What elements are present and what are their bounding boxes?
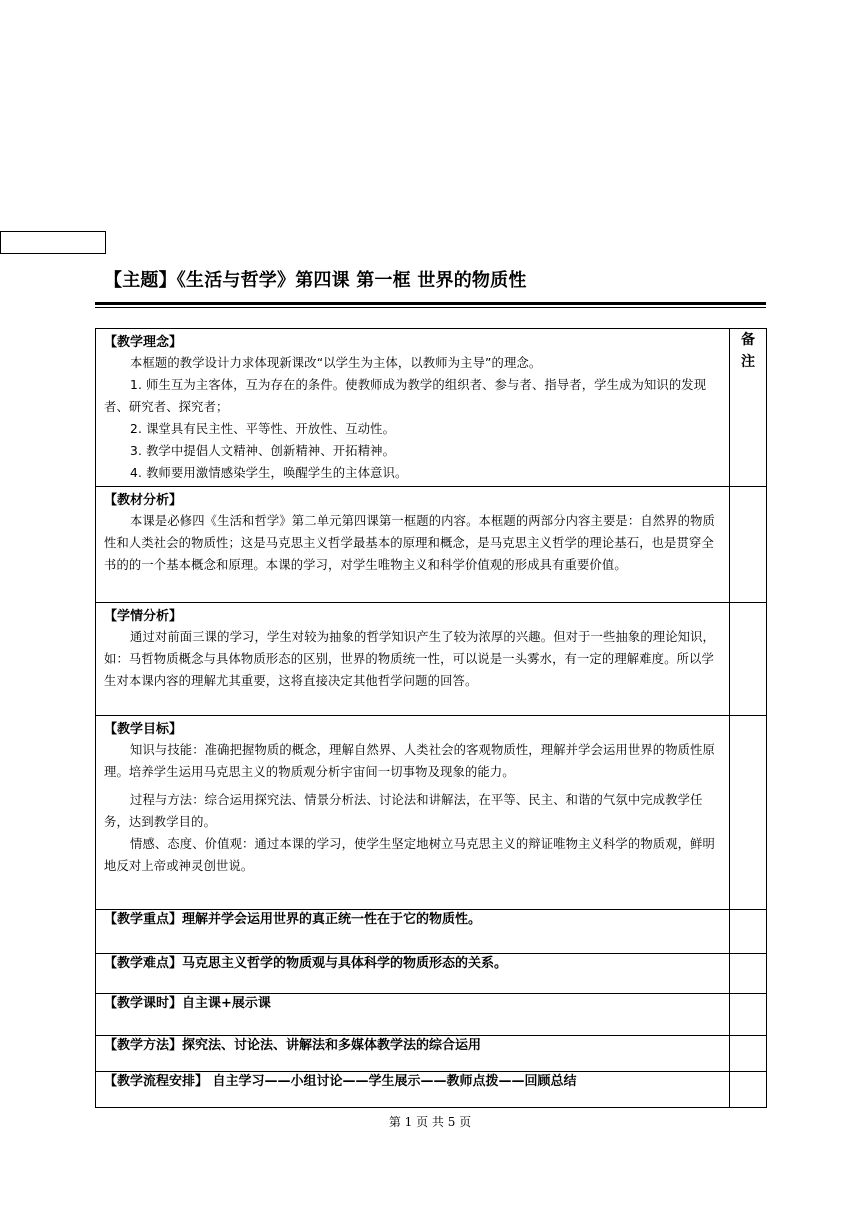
remark-text: 备 注 [741,332,755,370]
lesson-plan-table [95,328,767,1108]
cell-students [96,603,730,716]
concept-para-0: 本框题的教学设计力求体现新课改“以学生为主体，以教师为主导”的理念。 [130,356,542,370]
hours: 【教学课时】自主课+展示课 [96,994,730,1036]
title-rule-thick [95,302,766,305]
title-rule-thin [95,307,766,308]
concept-para-1: 1. 师生互为主客体，互为存在的条件。使教师成为教学的组织者、参与者、指导者，学生成为知识的发现者、研究者、探究者； [104,378,707,414]
remark-cell-hours [730,994,767,1036]
goals-para-2: 情感、态度、价值观：通过本课的学习，使学生坚定地树立马克思主义的辩证唯物主义科学的物质观，鲜明地反对上帝或神灵创世说。 [104,837,716,873]
row-students [96,603,767,716]
heading-material: 【教材分析】 [104,493,183,508]
heading-concept: 【教学理念】 [104,335,183,350]
cell-goals [96,716,730,910]
material-para-0: 本课是必修四《生活和哲学》第二单元第四课第一框题的内容。本框题的两部分内容主要是：自然界的物质性和人类社会的物质性；这是马克思主义哲学最基本的原理和概念，是马克思主义哲学的理论基石，也是贯穿全书的的一个基本概念和原理。本课的学习，对学生唯物主义和科学价值观的形成具有重要价值。 [104,514,716,572]
page-footer: 第 1 页 共 5 页 [388,1115,472,1129]
method: 【教学方法】探究法、讨论法、讲解法和多媒体教学法的综合运用 [96,1036,730,1072]
students-para-0: 通过对前面三课的学习，学生对较为抽象的哲学知识产生了较为浓厚的兴趣。但对于一些抽象的理论知识，如：马哲物质概念与具体物质形态的区别，世界的物质统一性，可以说是一头雾水，有一定的理解难度。所以学生对本课内容的理解尤其重要，这将直接决定其他哲学问题的回答。 [104,630,716,688]
concept-para-2: 2. 课堂具有民主性、平等性、开放性、互动性。 [130,422,396,436]
cell-concept [96,329,730,487]
remark-cell-difficulty [730,954,767,994]
remark-cell-goals [730,716,767,910]
row-difficulty [96,954,767,994]
remark-cell-key-point [730,910,767,954]
goals-para-1: 过程与方法：综合运用探究法、情景分析法、讨论法和讲解法，在平等、民主、和谐的气氛中完成教学任务，达到教学目的。 [104,793,703,829]
flow: 【教学流程安排】 自主学习——小组讨论——学生展示——教师点拨——回顾总结 [96,1072,730,1108]
remark-cell-students [730,603,767,716]
concept-para-4: 4. 教师要用激情感染学生，唤醒学生的主体意识。 [130,466,408,480]
row-method [96,1036,767,1072]
page-title: 【主题】《生活与哲学》第四课 第一框 世界的物质性 [104,270,527,291]
concept-para-3: 3. 教学中提倡人文精神、创新精神、开拓精神。 [130,444,396,458]
goals-para-0: 知识与技能：准确把握物质的概念，理解自然界、人类社会的客观物质性，理解并学会运用世界的物质性原理。培养学生运用马克思主义的物质观分析宇宙间一切事物及现象的能力。 [104,743,716,779]
remark-label [730,329,767,487]
remark-cell-method [730,1036,767,1072]
difficulty: 【教学难点】马克思主义哲学的物质观与具体科学的物质形态的关系。 [96,954,730,994]
header-box [0,231,106,254]
heading-goals: 【教学目标】 [104,722,183,737]
cell-material [96,487,730,603]
row-flow [96,1072,767,1108]
key-point: 【教学重点】理解并学会运用世界的真正统一性在于它的物质性。 [96,910,730,954]
remark-cell-flow [730,1072,767,1108]
row-goals [96,716,767,910]
row-material [96,487,767,603]
row-concept [96,329,767,487]
heading-students: 【学情分析】 [104,609,183,624]
row-hours [96,994,767,1036]
remark-cell-material [730,487,767,603]
row-key-point [96,910,767,954]
